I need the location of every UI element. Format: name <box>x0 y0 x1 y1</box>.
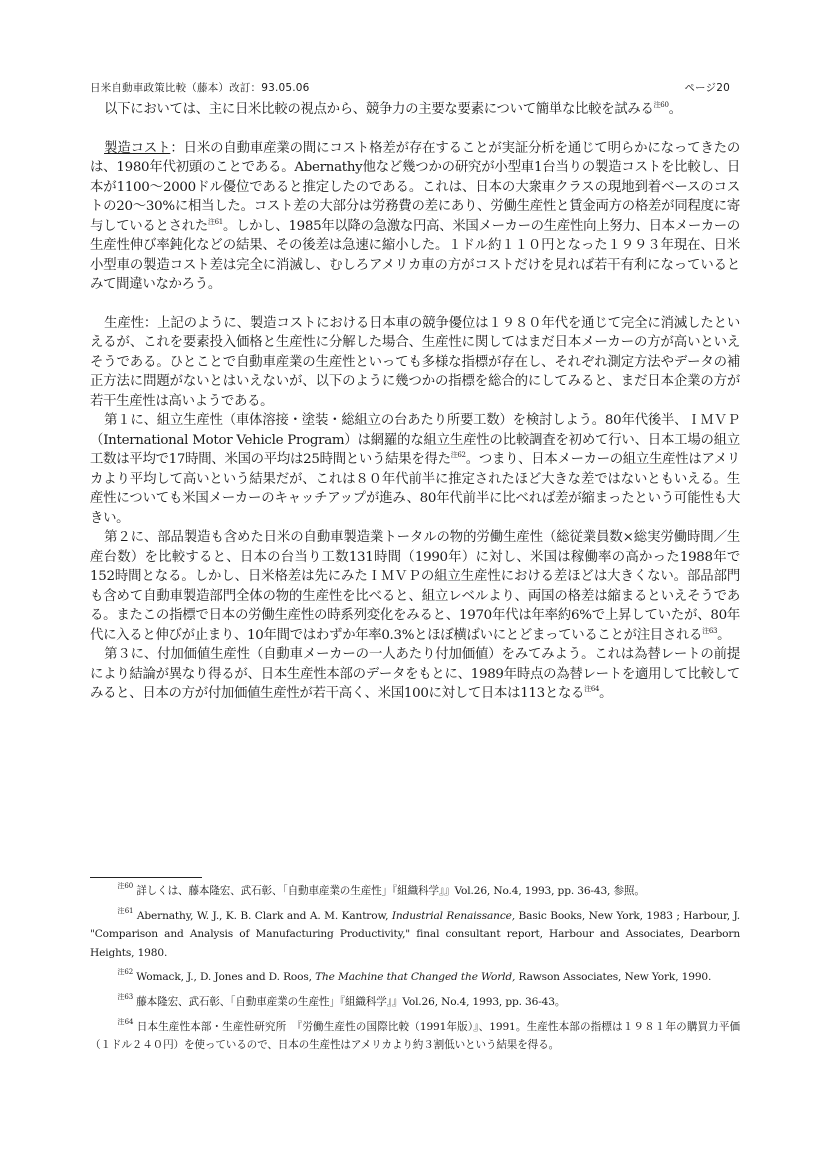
paragraph-first <box>90 411 740 528</box>
footnote-62 <box>90 968 740 987</box>
footnote-text: Basic Books, New York, 1983 ; Harbour, J. "Comparison and Analysis of Manufacturing Productivity," final consultant report, Harbour and Associates, Dearborn Heights, 1980. <box>90 909 741 959</box>
paragraph-text: 第３に、付加価値生産性（自動車メーカーの一人あたり付加価値）をみてみよう。これは為替レートの前提により結論が異なり得るが、日本生産性本部のデータをもとに、1989年時点の為替レートを適用して比較してみると、日本の方が付加価値生産性が若干高く、米国100に対して日本は113となる <box>90 647 740 701</box>
main-text <box>90 100 740 704</box>
footnote-text: Womack, J., D. Jones and D. Roos, <box>136 971 312 984</box>
paragraph-text: 第２に、部品製造も含めた日米の自動車製造業トータルの物的労働生産性（総従業員数×総実労働時間／生産台数）を比較すると、日本の台当り工数131時間（1990年）に対し、米国は稼働率の高かった1988年で152時間となる。しかし、日米格差は先にみたＩＭＶＰの組立生産性における差ほどは大きくない。部品部門も含めて自動車製造部門全体の物的生産性を比べると、組立レベルより、両国の格差は縮まるといえそうである。またこの指標で日本の労働生産性の時系列変化をみると、1970年代は年率約6%で上昇していたが、80年代に入ると伸びが止まり、10年間ではわずか年率0.3%とほぼ横ばいにとどまっていることが注目される <box>90 530 740 643</box>
footnote-marker: 注62 <box>117 968 134 977</box>
footnotes <box>90 882 740 1061</box>
footnote-book-title: The Machine that Changed the World, <box>315 971 516 984</box>
footnote-61 <box>90 907 740 963</box>
paragraph-text: 。 <box>717 627 731 643</box>
footnote-book-title: Industrial Renaissance, <box>391 909 515 922</box>
footnote-text: 藤本隆宏、武石彰、「自動車産業の生産性」『組織科学』』Vol.26, No.4, 1993, pp. 36-43。 <box>136 995 566 1008</box>
footnote-marker: 注61 <box>117 906 134 915</box>
footnote-marker: 注60 <box>117 882 134 890</box>
paragraph-text: 。 <box>599 686 613 701</box>
document-title: 日米自動車政策比較（藤本）改訂：93.05.06 <box>90 82 310 94</box>
footnote-marker: 注63 <box>117 992 134 1001</box>
footnote-text: 詳しくは、藤本隆宏、武石彰、「自動車産業の生産性」『組織科学』』Vol.26, No.4, 1993, pp. 36-43, 参照。 <box>136 885 645 897</box>
footnote-63 <box>90 993 740 1012</box>
footnote-marker: 注64 <box>117 1017 134 1026</box>
footnote-text: Rawson Associates, New York, 1990. <box>518 971 712 984</box>
paragraph-third <box>90 645 740 704</box>
paragraph-text: 。しかし、1985年以降の急激な円高、米国メーカーの生産性向上努力、日本メーカーの生産性伸び率鈍化などの結果、その後差は急速に縮小した。１ドル約１１０円となった１９９３年現在、日米小型車の製造コスト差は完全に消滅し、むしろアメリカ車の方がコストだけを見れば若干有利になっているとみて間違いなかろう。 <box>90 218 740 292</box>
footnote-ref: 注64 <box>584 685 600 693</box>
paragraph-cost <box>90 139 740 295</box>
page-number: ページ20 <box>684 82 730 94</box>
section-label-cost: 製造コスト <box>104 140 171 156</box>
footnote-text: 日本生産性本部・生産性研究所 『労働生産性の国際比較（1991年版）』、1991。生産性本部の指標は１９８１年の購買力平価（１ドル２４０円）を使っているので、日本の生産性はアメリカより約３割低いという結果を得る。 <box>90 1020 740 1052</box>
footnote-ref: 注63 <box>702 626 718 635</box>
paragraph-second <box>90 528 740 645</box>
paragraph-text: 第１に、組立生産性（車体溶接・塗装・総組立の台あたり所要工数）を検討しよう。80年代後半、ＩＭＶＰ（International Motor Vehicle Program）は網羅的な組立生産性の比較調査を初めて行い、日本工場の組立工数は平均で17時間、米国の平均は25時間という結果を得た <box>90 413 740 467</box>
footnote-60 <box>90 882 740 901</box>
footnote-ref: 注60 <box>653 101 669 109</box>
footnote-ref: 注62 <box>450 451 466 459</box>
paragraph-productivity: 生産性：上記のように、製造コストにおける日本車の競争優位は１９８０年代を通じて完全に消滅したといえるが、これを要素投入価格と生産性に分解した場合、生産性に関してはまだ日本メーカーの方が高いといえそうである。ひとことで自動車産業の生産性といっても多様な指標が存在し、それぞれ測定方法やデータの補正方法に問題がないとはいえないが、以下のように幾つかの指標を総合的にしてみると、まだ日本企業の方が若干生産性は高いようである。 <box>90 315 740 409</box>
paragraph-text: 。つまり、日本メーカーの組立生産性はアメリカより平均して高いという結果だが、これは８０年代前半に推定されたほど大きな差ではないともいえる。生産性についても米国メーカーのキャッチアップが進み、80年代前半に比べれば差が縮まったという可能性も大きい。 <box>90 452 740 526</box>
footnote-ref: 注61 <box>207 217 223 226</box>
page-header <box>90 80 730 95</box>
paragraph-text: 以下においては、主に日米比較の視点から、競争力の主要な要素について簡単な比較を試みる <box>104 102 654 117</box>
paragraph-intro: 以下においては、主に日米比較の視点から、競争力の主要な要素について簡単な比較を試みる$^{注60}$。 <box>104 101 682 117</box>
footnote-divider <box>90 877 202 878</box>
footnote-64 <box>90 1018 740 1055</box>
footnote-text: Abernathy, W. J., K. B. Clark and A. M. Kantrow, <box>136 909 389 922</box>
paragraph-text: ：日米の自動車産業の間にコスト格差が存在することが実証分析を通じて明らかになってきたのは、1980年代初頭のことである。Abernathy他など幾つかの研究が小型車1台当りの製造コストを比較し、日本が1100～2000ドル優位であると推定したのである。これは、日本の大衆車クラスの現地到着ベースのコストの20～30%に相当した。コスト差の大部分は労務費の差にあり、労働生産性と賃金両方の格差が同程度に寄与しているとされた <box>90 140 740 234</box>
